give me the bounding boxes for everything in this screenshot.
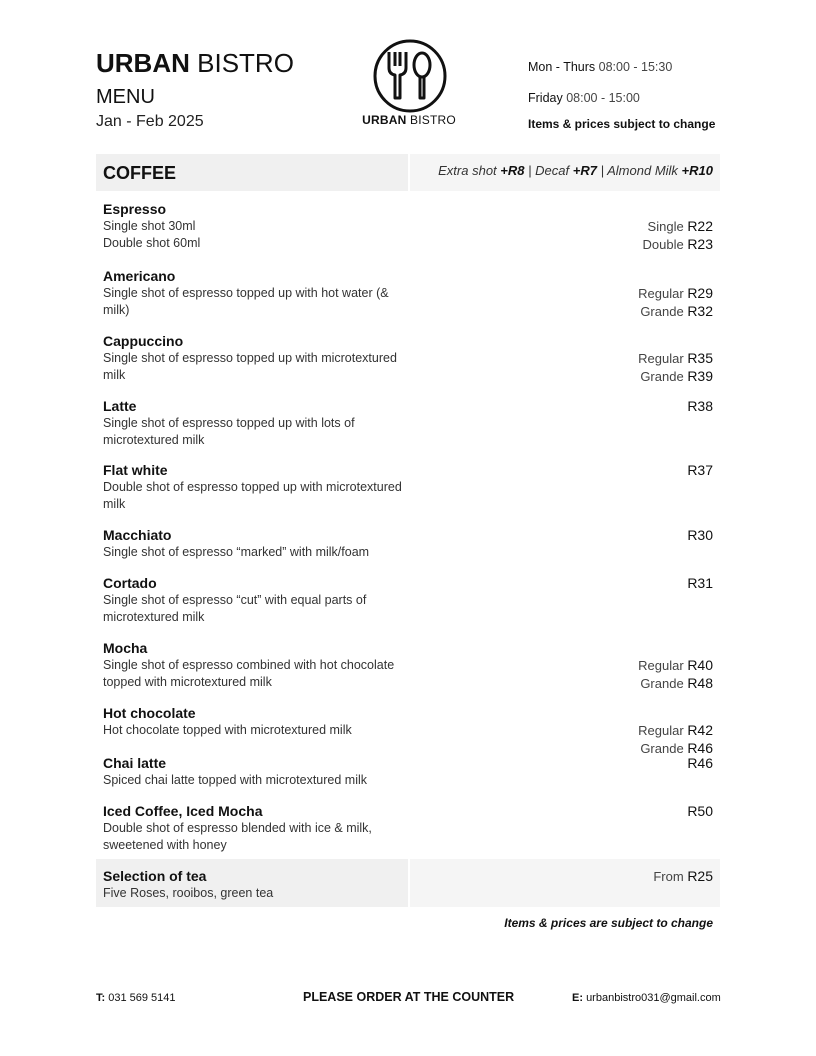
price-line bbox=[687, 803, 713, 821]
price-amount: R30 bbox=[687, 527, 713, 543]
phone-number: 031 569 5141 bbox=[108, 992, 176, 1004]
price-line bbox=[638, 303, 713, 321]
price-size-label: Regular bbox=[638, 658, 684, 673]
item-description: Single shot of espresso “cut” with equal parts of microtextured milk bbox=[103, 593, 367, 624]
logo-text bbox=[350, 113, 468, 127]
price-amount: R46 bbox=[687, 739, 713, 756]
price-size-label: Single bbox=[647, 219, 684, 234]
extra-label: Extra shot bbox=[438, 163, 497, 178]
logo-text-bold: URBAN bbox=[362, 113, 407, 127]
item-prices bbox=[687, 755, 713, 773]
item-name: Espresso bbox=[103, 201, 167, 217]
logo-text-rest: BISTRO bbox=[410, 113, 456, 127]
item-prices bbox=[687, 462, 713, 480]
price-size-label: Regular bbox=[638, 286, 684, 301]
coffee-section-header bbox=[96, 154, 720, 191]
phone-label: T: bbox=[96, 992, 106, 1004]
item-prices bbox=[687, 803, 713, 821]
item-description: Five Roses, rooibos, green tea bbox=[103, 886, 274, 900]
price-size-label: Grande bbox=[640, 368, 684, 384]
price-amount: R32 bbox=[687, 302, 713, 319]
price-amount: R35 bbox=[687, 350, 713, 366]
item-prices bbox=[653, 868, 713, 886]
item-name: Flat white bbox=[103, 462, 168, 478]
item-name: Hot chocolate bbox=[103, 705, 196, 721]
price-size-label: Double bbox=[642, 236, 684, 252]
price-amount: R46 bbox=[687, 755, 713, 771]
price-size-label: Regular bbox=[638, 723, 684, 738]
item-name: Chai latte bbox=[103, 755, 167, 771]
price-line bbox=[687, 398, 713, 416]
item-description: Double shot of espresso blended with ice & milk, sweetened with honey bbox=[103, 821, 372, 852]
item-description: Single shot of espresso topped up with hot water (& milk) bbox=[103, 286, 389, 317]
item-prices bbox=[638, 722, 713, 757]
extra-label: Decaf bbox=[535, 163, 570, 178]
email-label: E: bbox=[572, 992, 583, 1004]
item-description: Spiced chai latte topped with microtextured milk bbox=[103, 773, 368, 787]
price-footnote: Items & prices are subject to change bbox=[504, 916, 713, 930]
price-amount: R48 bbox=[687, 674, 713, 691]
extra-price: +R8 bbox=[500, 163, 525, 178]
item-description: Single shot of espresso topped up with lots of microtextured milk bbox=[103, 416, 355, 447]
price-line bbox=[638, 675, 713, 693]
extra-label: Almond Milk bbox=[607, 163, 678, 178]
item-description: Single shot of espresso topped up with microtextured milk bbox=[103, 351, 397, 382]
item-description: Single shot of espresso combined with hot chocolate topped with microtextured milk bbox=[103, 658, 395, 689]
item-name: Americano bbox=[103, 268, 176, 284]
item-description: Double shot of espresso topped up with microtextured milk bbox=[103, 480, 402, 511]
friday-label: Friday bbox=[528, 91, 563, 105]
price-amount: R42 bbox=[687, 722, 713, 738]
extras-separator: | bbox=[528, 163, 532, 178]
item-name: Cortado bbox=[103, 575, 157, 591]
price-line bbox=[687, 462, 713, 480]
price-line bbox=[687, 575, 713, 593]
coffee-extras bbox=[438, 163, 713, 178]
price-size-label: Grande bbox=[640, 675, 684, 691]
footer-email bbox=[572, 992, 721, 1004]
item-prices bbox=[638, 657, 713, 692]
friday-time: 08:00 - 15:00 bbox=[566, 91, 640, 105]
section-band-right bbox=[410, 154, 720, 191]
extras-separator: | bbox=[600, 163, 604, 178]
menu-label: MENU bbox=[96, 86, 155, 108]
item-name: Latte bbox=[103, 398, 137, 414]
price-line bbox=[638, 350, 713, 368]
price-line bbox=[642, 236, 713, 254]
item-description: Hot chocolate topped with microtextured milk bbox=[103, 723, 352, 737]
item-prices bbox=[687, 575, 713, 593]
price-line bbox=[638, 368, 713, 386]
email-address: urbanbistro031@gmail.com bbox=[586, 992, 721, 1004]
item-prices bbox=[687, 527, 713, 545]
hours-weekday bbox=[528, 60, 715, 91]
price-amount: R40 bbox=[687, 657, 713, 673]
price-amount: R37 bbox=[687, 462, 713, 478]
weekday-label: Mon - Thurs bbox=[528, 60, 596, 74]
item-name: Macchiato bbox=[103, 527, 172, 543]
item-description: Single shot of espresso “marked” with milk/foam bbox=[103, 545, 370, 559]
price-line bbox=[642, 218, 713, 236]
spoon-icon bbox=[414, 53, 430, 98]
item-name: Selection of tea bbox=[103, 868, 207, 884]
extra-price: +R10 bbox=[681, 163, 713, 178]
price-line bbox=[687, 755, 713, 773]
price-amount: R50 bbox=[687, 803, 713, 819]
opening-hours bbox=[528, 60, 715, 131]
hours-note: Items & prices subject to change bbox=[528, 117, 716, 131]
menu-dates: Jan - Feb 2025 bbox=[96, 113, 204, 130]
price-size-label: Grande bbox=[640, 740, 684, 756]
price-line bbox=[638, 285, 713, 303]
price-line bbox=[638, 722, 713, 740]
brand-title bbox=[96, 46, 294, 80]
item-prices bbox=[638, 285, 713, 320]
price-size-label: Grande bbox=[640, 303, 684, 319]
price-size-label: Regular bbox=[638, 351, 684, 366]
brand-title-bold: URBAN bbox=[96, 48, 190, 78]
item-name: Mocha bbox=[103, 640, 148, 656]
price-amount: R22 bbox=[687, 218, 713, 234]
section-band-left bbox=[96, 154, 408, 191]
item-prices bbox=[642, 218, 713, 253]
price-amount: R29 bbox=[687, 285, 713, 301]
item-name: Iced Coffee, Iced Mocha bbox=[103, 803, 263, 819]
brand-title-rest: BISTRO bbox=[197, 48, 294, 78]
item-name: Cappuccino bbox=[103, 333, 184, 349]
price-amount: R38 bbox=[687, 398, 713, 414]
footer-order-note: PLEASE ORDER AT THE COUNTER bbox=[303, 990, 515, 1004]
price-line bbox=[687, 527, 713, 545]
item-description: Single shot 30ml Double shot 60ml bbox=[103, 219, 201, 250]
price-amount: R39 bbox=[687, 367, 713, 384]
price-amount: R23 bbox=[687, 235, 713, 252]
weekday-time: 08:00 - 15:30 bbox=[598, 60, 673, 74]
price-amount: R31 bbox=[687, 575, 713, 591]
section-title: COFFEE bbox=[103, 163, 177, 183]
footer-phone bbox=[96, 992, 176, 1004]
price-line bbox=[638, 657, 713, 675]
price-amount: R25 bbox=[687, 868, 713, 884]
price-line bbox=[653, 868, 713, 886]
extra-price: +R7 bbox=[572, 163, 597, 178]
fork-icon bbox=[389, 52, 406, 98]
item-prices bbox=[687, 398, 713, 416]
price-size-label: From bbox=[653, 869, 684, 884]
item-prices bbox=[638, 350, 713, 385]
